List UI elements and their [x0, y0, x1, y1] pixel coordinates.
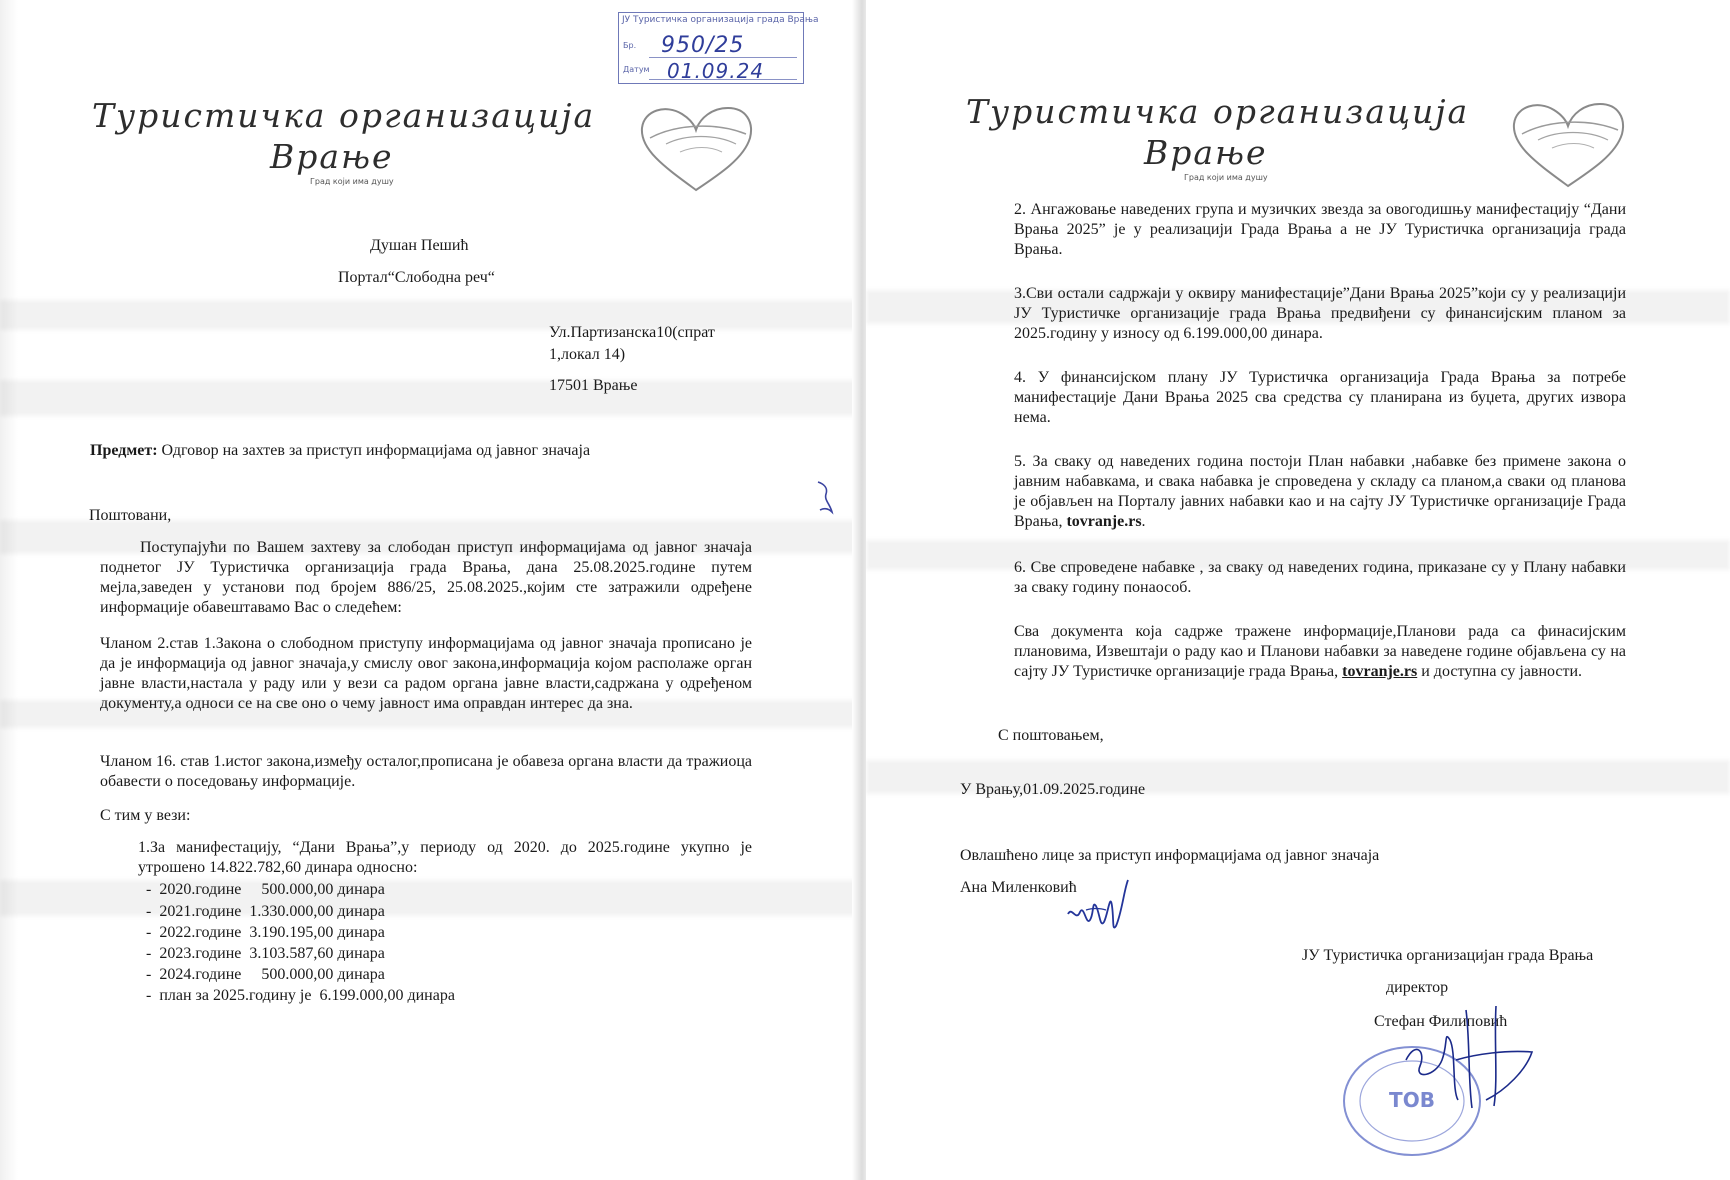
received-stamp	[618, 12, 819, 84]
closing-paragraph	[1014, 622, 1626, 682]
scan-band	[0, 300, 858, 330]
logo-title-line1: Туристичка организација	[966, 92, 1470, 131]
subject-line	[90, 441, 590, 461]
year-row: - 2023.године 3.103.587,60 динара	[146, 945, 385, 962]
closing-end: и доступна су јавности.	[1417, 663, 1583, 680]
item-4: 4. У финансијском плану ЈУ Туристичка организација Града Врања за потребе манифестације Дани Врања 2025 сва средства су планирана из буџета, других извора нема.	[1014, 369, 1626, 426]
logo-title-line2: Врање	[270, 137, 394, 176]
greeting: Поштовани,	[89, 507, 172, 524]
director-name: Стефан Филиповић	[1374, 1013, 1508, 1030]
heart-logo-icon	[636, 104, 756, 194]
director-signature-icon	[1386, 1000, 1536, 1112]
stamp-header: ЈУ Туристичка организација града Врања	[622, 15, 819, 25]
letter-page-2	[866, 0, 1730, 1180]
paragraph-3: Чланом 16. став 1.истог закона,између осталог,прописана је обавеза органа власти да тражиоца обавести о поседовању информације.	[100, 753, 752, 790]
website-link[interactable]: tovranje.rs	[1066, 513, 1142, 530]
letter-page-1	[0, 0, 858, 1180]
scan-band	[0, 380, 858, 416]
recipient-street-line1: Ул.Партизанска10(спрат	[549, 324, 715, 341]
authorized-signature-icon	[1062, 876, 1132, 938]
recipient-street-line2: 1,локал 14)	[549, 346, 626, 363]
closing-text: Сва документа која садрже тражене информације,Планови рада са финасијским плановима, Извештаји о раду као и Планови набавки за наведене године објављена су на сајту ЈУ Туристичке организације града Врања,	[1014, 623, 1626, 680]
director-title: директор	[1386, 979, 1449, 996]
website-link[interactable]: tovranje.rs	[1342, 663, 1418, 680]
logo-title-line2: Врање	[1144, 133, 1268, 172]
item-3: 3.Сви остали садржаји у оквиру манифестације”Дани Врања 2025”који су у реализацији ЈУ Туристичке организације града Врања предвиђени су финансијским планом за 2025.годину у износу од 6.199.000,00 динара.	[1014, 285, 1626, 342]
scan-band	[0, 880, 858, 916]
logo-tagline: Град који има душу	[1184, 173, 1268, 182]
stamp-number-label: Бр.	[623, 41, 637, 50]
place-date: У Врању,01.09.2025.године	[960, 781, 1146, 798]
year-row: - 2021.године 1.330.000,00 динара	[146, 903, 385, 920]
recipient-city: 17501 Врање	[549, 377, 638, 394]
logo-title-line1: Туристичка организација	[92, 96, 596, 135]
authorized-name: Ана Миленковић	[960, 879, 1077, 896]
year-row: - 2024.године 500.000,00 динара	[146, 966, 385, 983]
item-1: 1.За манифестацију, “Дани Врања”,у периоду од 2020. до 2025.године укупно је утрошено 14.822.782,60 динара односно:	[138, 839, 752, 876]
paragraph-1: Поступајући по Вашем захтеву за слободан приступ информацијама од јавног значаја поднетог ЈУ Туристичка организација града Врања, дана 25.08.2025.године путем мејла,заведен у установи под бројем 886/25, 25.08.2025.,којим сте затражили одређене информације обавештавамо Вас о следећем:	[100, 539, 752, 616]
heart-logo-icon	[1508, 100, 1628, 190]
recipient-name: Душан Пешић	[370, 237, 469, 254]
paragraph-2: Чланом 2.став 1.Закона о слободном приступу информацијама од јавног значаја прописано је да је информација од јавног значаја,у смислу овог закона,информација којом располаже орган јавне власти,настала у раду или у вези са радом органа јавне власти,садржана у одређеном документу,а односи се на све оно о чему јавност има оправдан интерес да зна.	[100, 635, 752, 712]
item-5	[1014, 452, 1626, 532]
item-5-text: 5. За сваку од наведених година постоји План набавки ,набавке без примене закона о јавним набавкама, и свака набавка је спроведена у складу са планом,а сваки од планова је објављен на Порталу јавних набавки као и на сајту ЈУ Туристичке организације Града Врања,	[1014, 453, 1626, 530]
pen-mark-icon	[812, 478, 842, 518]
in-that-regard: С тим у вези:	[100, 807, 191, 824]
scan-edge-shadow	[0, 0, 18, 1180]
year-row: - 2020.године 500.000,00 динара	[146, 881, 385, 898]
item-6: 6. Све спроведене набавке , за сваку од наведених година, приказане су у Плану набавки за сваку годину понаособ.	[1014, 559, 1626, 596]
organization-name: ЈУ Туристичка организацијан града Врања	[1302, 947, 1594, 964]
authorized-title: Овлашћено лице за приступ информацијама од јавног значаја	[960, 847, 1380, 864]
stamp-number-value: 950/25	[661, 33, 745, 58]
round-stamp-center-text: ТОВ	[1389, 1088, 1435, 1112]
year-row: - 2022.године 3.190.195,00 динара	[146, 924, 385, 941]
item-5-end: .	[1141, 513, 1146, 530]
year-row: - план за 2025.годину је 6.199.000,00 динара	[146, 987, 455, 1004]
item-2: 2. Ангажовање наведених група и музичких звезда за овогодишњу манифестацију “Дани Врања 2025” је у реализацији Града Врања а не ЈУ Туристичка организација града Врања.	[1014, 201, 1626, 258]
stamp-date-value: 01.09.24	[667, 59, 765, 83]
regards: С поштовањем,	[998, 727, 1104, 744]
subject-text: Одговор на захтев за приступ информацијама од јавног значаја	[161, 442, 591, 459]
recipient-portal: Портал“Слободна реч“	[338, 269, 495, 286]
logo-tagline: Град који има душу	[310, 177, 394, 186]
subject-label: Предмет:	[90, 442, 158, 459]
stamp-date-label: Датум	[623, 65, 650, 74]
